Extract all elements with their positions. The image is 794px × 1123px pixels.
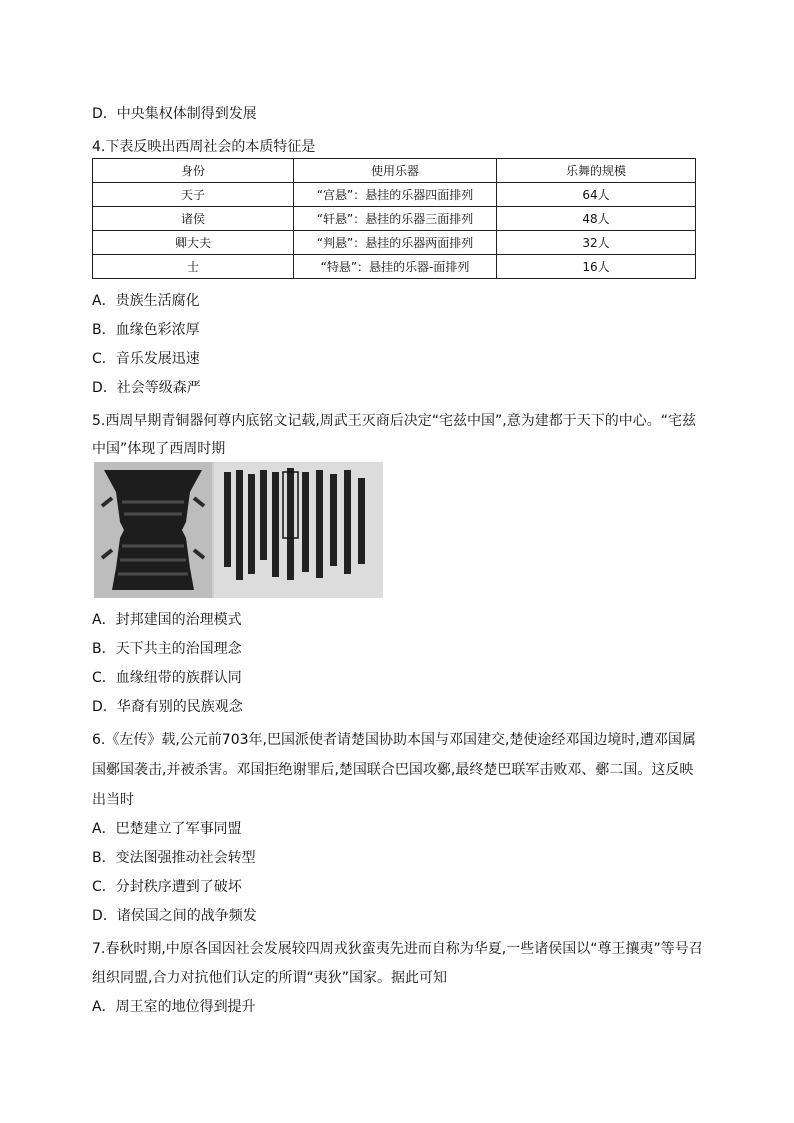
q5-stem-line1: 5.西周早期青铜器何尊内底铭文记载,周武王灭商后决定“宅兹中国”,意为建都于天下的中心。“宅兹 bbox=[92, 413, 697, 429]
table-row bbox=[93, 231, 696, 255]
table-row bbox=[93, 183, 696, 207]
he-zun-bronze-figure bbox=[94, 462, 383, 598]
table-cell: “宫悬”：悬挂的乐器四面排列 bbox=[294, 183, 497, 207]
q6-stem-line2: 国鄾国袭击,并被杀害。邓国拒绝谢罪后,楚国联合巴国攻鄾,最终楚巴联军击败邓、鄾二国。这反映 bbox=[92, 762, 694, 778]
q4-option-a: A．贵族生活腐化 bbox=[92, 293, 200, 309]
q6-option-b: B．变法图强推动社会转型 bbox=[92, 850, 256, 866]
q6-option-c: C．分封秩序遭到了破坏 bbox=[92, 879, 242, 895]
q6-stem-line3: 出当时 bbox=[92, 792, 134, 808]
he-zun-figure-graphic bbox=[94, 462, 383, 598]
table-cell: “轩悬”：悬挂的乐器三面排列 bbox=[294, 207, 497, 231]
table-cell: 48人 bbox=[497, 207, 696, 231]
ritual-music-table bbox=[92, 158, 696, 279]
table-cell: 诸侯 bbox=[93, 207, 294, 231]
q6-option-a: A．巴楚建立了军事同盟 bbox=[92, 821, 242, 837]
table-row bbox=[93, 207, 696, 231]
q5-option-a: A．封邦建国的治理模式 bbox=[92, 612, 242, 628]
q6-stem-line1: 6.《左传》载,公元前703年,巴国派使者请楚国协助本国与邓国建交,楚使途经邓国边境时,遭邓国属 bbox=[92, 732, 696, 748]
q5-option-c: C．血缘纽带的族群认同 bbox=[92, 670, 242, 686]
table-cell: 16人 bbox=[497, 255, 696, 279]
header-instruments: 使用乐器 bbox=[294, 159, 497, 183]
q7-stem-line1: 7.春秋时期,中原各国因社会发展较四周戎狄蛮夷先进而自称为华夏,一些诸侯国以“尊王攘夷”等号召 bbox=[92, 941, 703, 957]
table-cell: 32人 bbox=[497, 231, 696, 255]
q5-option-b: B．天下共主的治国理念 bbox=[92, 641, 242, 657]
table-cell: 卿大夫 bbox=[93, 231, 294, 255]
q4-option-d: D．社会等级森严 bbox=[92, 380, 201, 396]
table-cell: “判悬”：悬挂的乐器两面排列 bbox=[294, 231, 497, 255]
q4-option-b: B．血缘色彩浓厚 bbox=[92, 322, 200, 338]
table-cell: “特悬”：悬挂的乐器-面排列 bbox=[294, 255, 497, 279]
q3-option-d: D．中央集权体制得到发展 bbox=[92, 106, 257, 122]
q6-option-d: D．诸侯国之间的战争频发 bbox=[92, 908, 257, 924]
q4-stem: 4.下表反映出西周社会的本质特征是 bbox=[92, 139, 316, 155]
table-cell: 士 bbox=[93, 255, 294, 279]
q7-option-a: A．周王室的地位得到提升 bbox=[92, 999, 256, 1015]
table-header-row bbox=[93, 159, 696, 183]
q5-option-d: D．华裔有别的民族观念 bbox=[92, 699, 243, 715]
table-row bbox=[93, 255, 696, 279]
header-scale: 乐舞的规模 bbox=[497, 159, 696, 183]
q4-option-c: C．音乐发展迅速 bbox=[92, 351, 200, 367]
table-cell: 天子 bbox=[93, 183, 294, 207]
q5-stem-line2: 中国”体现了西周时期 bbox=[92, 441, 226, 457]
table-cell: 64人 bbox=[497, 183, 696, 207]
header-identity: 身份 bbox=[93, 159, 294, 183]
q7-stem-line2: 组织同盟,合力对抗他们认定的所谓“夷狄”国家。据此可知 bbox=[92, 970, 447, 986]
